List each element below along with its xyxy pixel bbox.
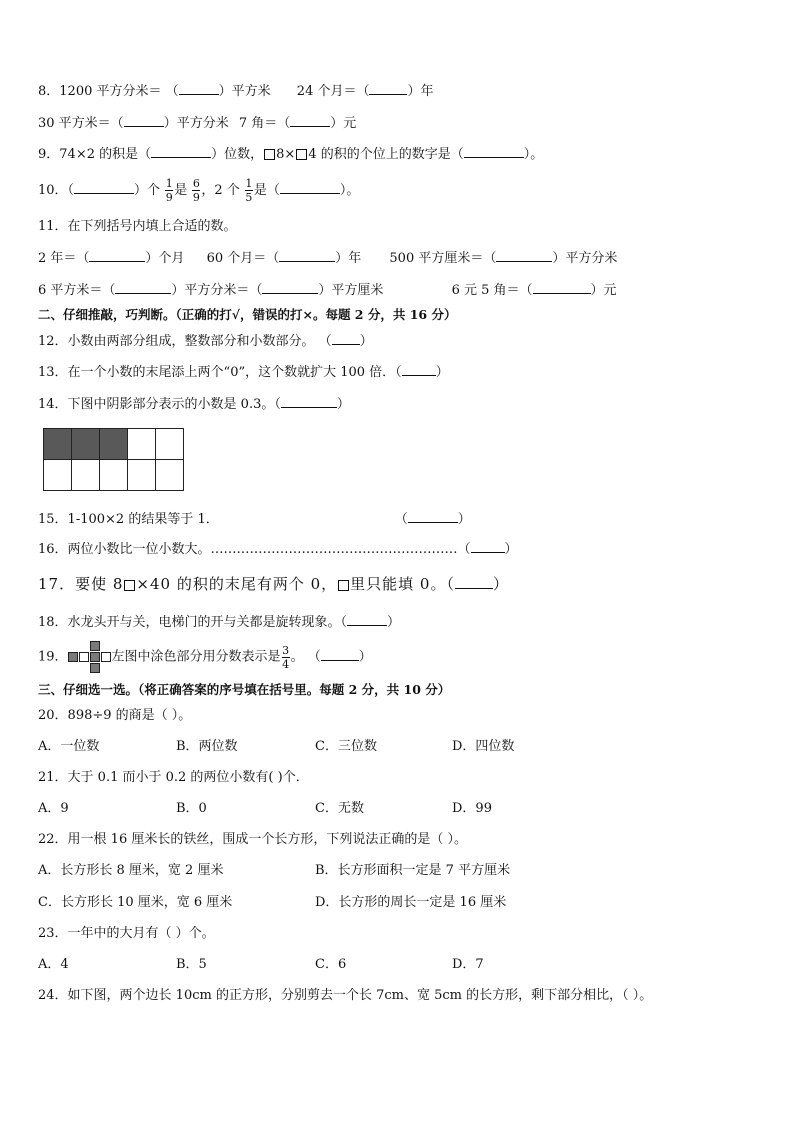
q20-option-b[interactable]: B．两位数 (176, 739, 238, 754)
q21: 21．大于 0.1 而小于 0.2 的两位小数有( )个． (38, 770, 309, 785)
grid-cell (156, 460, 184, 491)
answer-blank[interactable] (332, 333, 360, 345)
answer-blank[interactable] (179, 83, 219, 95)
q22-option-a[interactable]: A．长方形长 8 厘米，宽 2 厘米 (38, 863, 224, 878)
q17: 17．要使 8 ×40 的积的末尾有两个 0， 里只能填 0。（ ） (38, 575, 509, 593)
answer-blank[interactable] (151, 146, 211, 158)
q16: 16．两位小数比一位小数大。…………………………………………………（ ） (38, 542, 518, 557)
answer-blank[interactable] (533, 282, 591, 294)
q20-option-d[interactable]: D．四位数 (452, 739, 515, 754)
box-icon (264, 149, 275, 160)
grid-cell (72, 460, 100, 491)
grid-cell-shaded (72, 429, 100, 460)
q15: 15．1-100×2 的结果等于 1． （ ） (38, 512, 471, 527)
answer-blank[interactable] (347, 614, 387, 626)
q8-line1: 8．1200 平方分米＝ （ ）平方米 24 个月＝（ ）年 (38, 84, 434, 99)
q23-option-b[interactable]: B．5 (176, 957, 207, 972)
grid-cell (156, 429, 184, 460)
answer-blank[interactable] (115, 282, 171, 294)
q14: 14．下图中阴影部分表示的小数是 0.3。（ ） (38, 397, 350, 412)
q11-row1: 2 年＝（ ）个月 60 个月＝（ ）年 500 平方厘米＝（ ）平方分米 (38, 251, 618, 266)
q18: 18．水龙头开与关，电梯门的开与关都是旋转现象。（ ） (38, 615, 401, 630)
q21-option-d[interactable]: D．99 (452, 801, 492, 816)
q22: 22．用一根 16 厘米长的铁丝，围成一个长方形，下列说法正确的是（ ）。 (38, 832, 467, 847)
answer-blank[interactable] (496, 250, 552, 262)
answer-blank[interactable] (124, 115, 164, 127)
answer-blank[interactable] (89, 250, 145, 262)
q22-option-c[interactable]: C．长方形长 10 厘米，宽 6 厘米 (38, 895, 233, 910)
q24: 24．如下图，两个边长 10cm 的正方形，分别剪去一个长 7cm、宽 5cm 的长方形，剩下部分相比，（ ）。 (38, 988, 653, 1003)
answer-blank[interactable] (369, 83, 407, 95)
q13: 13．在一个小数的末尾添上两个“0”，这个数就扩大 100 倍．（ ） (38, 365, 449, 380)
grid-cell-shaded (44, 429, 72, 460)
answer-blank[interactable] (290, 115, 330, 127)
q23-option-a[interactable]: A．4 (38, 957, 69, 972)
grid-cell (100, 460, 128, 491)
q21-option-b[interactable]: B．0 (176, 801, 207, 816)
q23-option-d[interactable]: D．7 (452, 957, 484, 972)
q23-option-c[interactable]: C．6 (315, 957, 347, 972)
box-icon (296, 149, 307, 160)
cube-net-figure (68, 641, 112, 673)
q23: 23．一年中的大月有（ ）个。 (38, 926, 215, 941)
q8-line2: 30 平方米＝（ ）平方分米 7 角＝（ ）元 (38, 116, 357, 131)
answer-blank[interactable] (408, 511, 458, 523)
grid-cell (128, 429, 156, 460)
q22-option-b[interactable]: B．长方形面积一定是 7 平方厘米 (315, 863, 511, 878)
answer-blank[interactable] (280, 182, 340, 194)
q11-title: 11．在下列括号内填上合适的数。 (38, 219, 237, 234)
box-icon (124, 580, 135, 591)
q20-option-c[interactable]: C．三位数 (315, 739, 377, 754)
q20-option-a[interactable]: A．一位数 (38, 739, 100, 754)
q20: 20．898÷9 的商是（ ）。 (38, 708, 192, 723)
grid-cell (128, 460, 156, 491)
q9: 9．74×2 的积是（ ）位数， 8× 4 的积的个位上的数字是（ ）。 (38, 147, 544, 162)
answer-blank[interactable] (321, 649, 359, 661)
q21-option-c[interactable]: C．无数 (315, 801, 364, 816)
fraction: $\frac{1}{9}$ (165, 177, 173, 204)
answer-blank[interactable] (262, 282, 318, 294)
decimal-grid-figure (43, 428, 184, 491)
section-3-heading: 三、仔细选一选。（将正确答案的序号填在括号里。每题 2 分，共 10 分） (38, 682, 451, 697)
answer-blank[interactable] (455, 577, 493, 589)
q19: 19． 左图中涂色部分用分数表示是 $\frac{3}{4}$ 。 （ ） (38, 641, 372, 674)
q11-row2: 6 平方米＝（ ）平方分米＝（ ）平方厘米 6 元 5 角＝（ ）元 (38, 283, 617, 298)
fraction: $\frac{6}{9}$ (192, 177, 200, 204)
q10: 10．（ ）个 $\frac{1}{9}$ 是 $\frac{6}{9}$ ，2 个 $\frac{1}{5}$ 是（ ）。 (38, 177, 360, 204)
fraction: $\frac{3}{4}$ (282, 643, 290, 671)
q21-option-a[interactable]: A．9 (38, 801, 69, 816)
answer-blank[interactable] (279, 250, 335, 262)
grid-cell (44, 460, 72, 491)
q22-option-d[interactable]: D．长方形的周长一定是 16 厘米 (315, 895, 507, 910)
grid-cell-shaded (100, 429, 128, 460)
box-icon (338, 580, 349, 591)
answer-blank[interactable] (471, 541, 505, 553)
q12: 12．小数由两部分组成，整数部分和小数部分。 （ ） (38, 334, 373, 349)
answer-blank[interactable] (402, 364, 436, 376)
answer-blank[interactable] (281, 396, 337, 408)
answer-blank[interactable] (74, 182, 134, 194)
answer-blank[interactable] (464, 146, 524, 158)
fraction: $\frac{1}{5}$ (245, 177, 253, 204)
section-2-heading: 二、仔细推敲，巧判断。（正确的打√，错误的打×。每题 2 分，共 16 分） (38, 307, 457, 322)
